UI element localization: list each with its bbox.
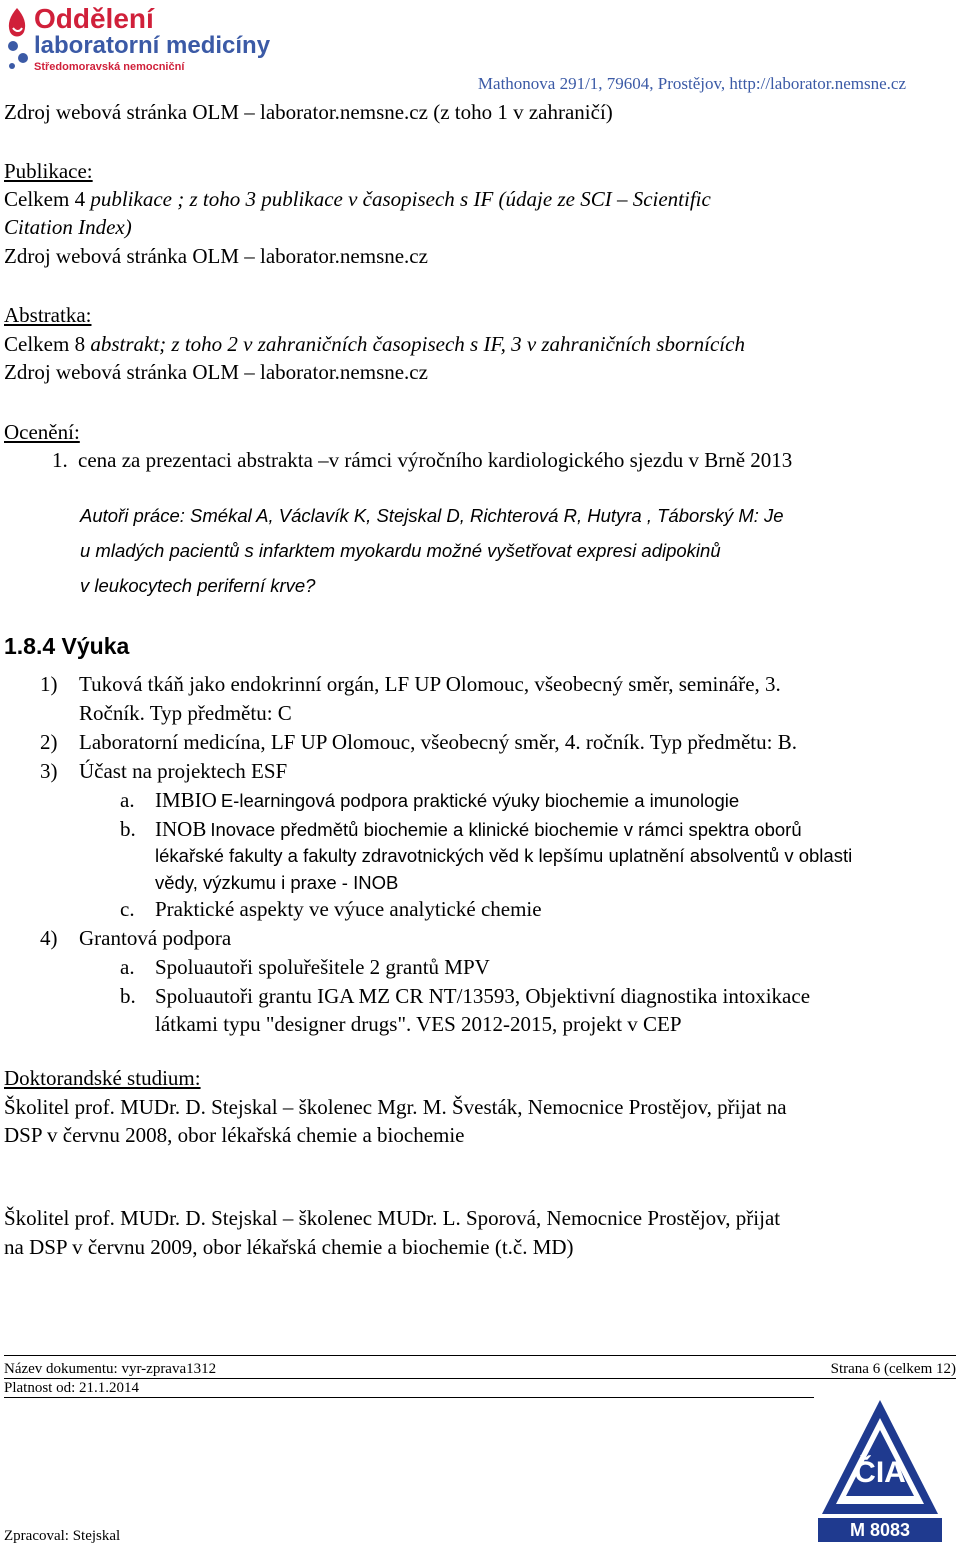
- oceneni-item-text: cena za prezentaci abstrakta –v rámci výročního kardiologického sjezdu v Brně 2013: [78, 448, 793, 472]
- footer-top-rule: [4, 1355, 956, 1356]
- vyuka-sub-a-letter: a.: [120, 788, 135, 812]
- grant-b-line1: Spoluautoři grantu IGA MZ CR NT/13593, Objektivní diagnostika intoxikace: [155, 984, 811, 1008]
- footer-page: Strana 6 (celkem 12): [830, 1361, 956, 1377]
- vyuka-sub-b-line3: vědy, výzkumu i praxe - INOB: [155, 872, 399, 893]
- doktorandske-heading: Doktorandské studium:: [4, 1066, 201, 1090]
- oceneni-authors-line2: u mladých pacientů s infarktem myokardu možné vyšetřovat expresi adipokinů: [80, 540, 721, 561]
- accreditation-badge: [818, 1396, 942, 1544]
- vyuka-sub-b-letter: b.: [120, 817, 136, 841]
- footer-validity: Platnost od: 21.1.2014: [4, 1380, 140, 1396]
- vyuka-item1-line2: Ročník. Typ předmětu: C: [79, 701, 292, 725]
- grant-b-line2: látkami typu "designer drugs". VES 2012-2015, projekt v CEP: [155, 1012, 682, 1036]
- footer-doc-name: Název dokumentu: vyr-zprava1312: [4, 1361, 217, 1377]
- vyuka-sub-b-line2: lékařské fakulty a fakulty zdravotnických věd k lepšímu uplatnění absolventů v oblasti: [155, 845, 853, 866]
- svg-text:ČIA: ČIA: [854, 1456, 906, 1489]
- vyuka-item2-text: Laboratorní medicína, LF UP Olomouc, všeobecný směr, 4. ročník. Typ předmětu: B.: [79, 730, 797, 754]
- footer-mid-rule: [4, 1378, 956, 1379]
- header-address: Mathonova 291/1, 79604, Prostějov, http://laborator.nemsne.cz: [477, 74, 906, 93]
- doktorandske-p2-line1: Školitel prof. MUDr. D. Stejskal – školenec MUDr. L. Sporová, Nemocnice Prostějov, přijat: [4, 1206, 781, 1230]
- grant-b-letter: b.: [120, 984, 136, 1008]
- logo-emblem-icon: [4, 6, 30, 72]
- vyuka-item1-line1: Tuková tkáň jako endokrinní orgán, LF UP Olomouc, všeobecný směr, semináře, 3.: [79, 672, 781, 696]
- vyuka-item1-num: 1): [40, 672, 58, 696]
- oceneni-authors-line1: Autoři práce: Smékal A, Václavík K, Stejskal D, Richterová R, Hutyra , Táborský M: Je: [80, 505, 784, 526]
- vyuka-item3-text: Účast na projektech ESF: [79, 759, 288, 783]
- vyuka-heading: 1.8.4 Výuka: [4, 633, 130, 659]
- oceneni-item-number: 1.: [52, 448, 68, 472]
- publikace-line2: Citation Index): [4, 215, 132, 239]
- oceneni-heading: Ocenění:: [4, 420, 80, 444]
- publikace-heading: Publikace:: [4, 159, 93, 183]
- vyuka-item2-num: 2): [40, 730, 58, 754]
- abstratka-line1: Celkem 8 abstrakt; z toho 2 v zahraničních časopisech s IF, 3 v zahraničních sbornících: [4, 332, 745, 356]
- footer-prepared-by: Zpracoval: Stejskal: [4, 1528, 121, 1544]
- doktorandske-p1-line1: Školitel prof. MUDr. D. Stejskal – školenec Mgr. M. Švesták, Nemocnice Prostějov, přijat na: [4, 1095, 787, 1119]
- abstratka-heading: Abstratka:: [4, 303, 92, 327]
- logo-subtitle: laboratorní medicíny: [34, 32, 271, 59]
- source-line: Zdroj webová stránka OLM – laborator.nemsne.cz (z toho 1 v zahraničí): [4, 100, 613, 124]
- accreditation-code: M 8083: [818, 1518, 942, 1542]
- vyuka-item4-num: 4): [40, 926, 58, 950]
- vyuka-sub-a: IMBIO E-learningová podpora praktické výuky biochemie a imunologie: [155, 788, 740, 812]
- vyuka-sub-c-letter: c.: [120, 897, 135, 921]
- publikace-line1: Celkem 4 publikace ; z toho 3 publikace v časopisech s IF (údaje ze SCI – Scientific: [4, 187, 711, 211]
- oceneni-authors-line3: v leukocytech periferní krve?: [80, 575, 316, 596]
- doktorandske-p2-line2: na DSP v červnu 2009, obor lékařská chemie a biochemie (t.č. MD): [4, 1235, 574, 1259]
- vyuka-sub-b-line1: INOB Inovace předmětů biochemie a klinické biochemie v rámci spektra oborů: [155, 817, 802, 841]
- logo-hospital: Středomoravská nemocniční: [34, 61, 185, 73]
- publikace-source: Zdroj webová stránka OLM – laborator.nemsne.cz: [4, 244, 428, 268]
- doktorandske-p1-line2: DSP v červnu 2008, obor lékařská chemie a biochemie: [4, 1123, 465, 1147]
- header-logo: [4, 3, 271, 80]
- logo-title: Oddělení: [34, 3, 154, 34]
- abstratka-source: Zdroj webová stránka OLM – laborator.nemsne.cz: [4, 360, 428, 384]
- vyuka-item4-text: Grantová podpora: [79, 926, 232, 950]
- vyuka-sub-c-text: Praktické aspekty ve výuce analytické chemie: [155, 897, 542, 921]
- grant-a-text: Spoluautoři spoluřešitele 2 grantů MPV: [155, 955, 490, 979]
- footer-bottom-rule: [4, 1397, 814, 1398]
- vyuka-item3-num: 3): [40, 759, 58, 783]
- accreditation-triangle-icon: [818, 1396, 942, 1518]
- grant-a-letter: a.: [120, 955, 135, 979]
